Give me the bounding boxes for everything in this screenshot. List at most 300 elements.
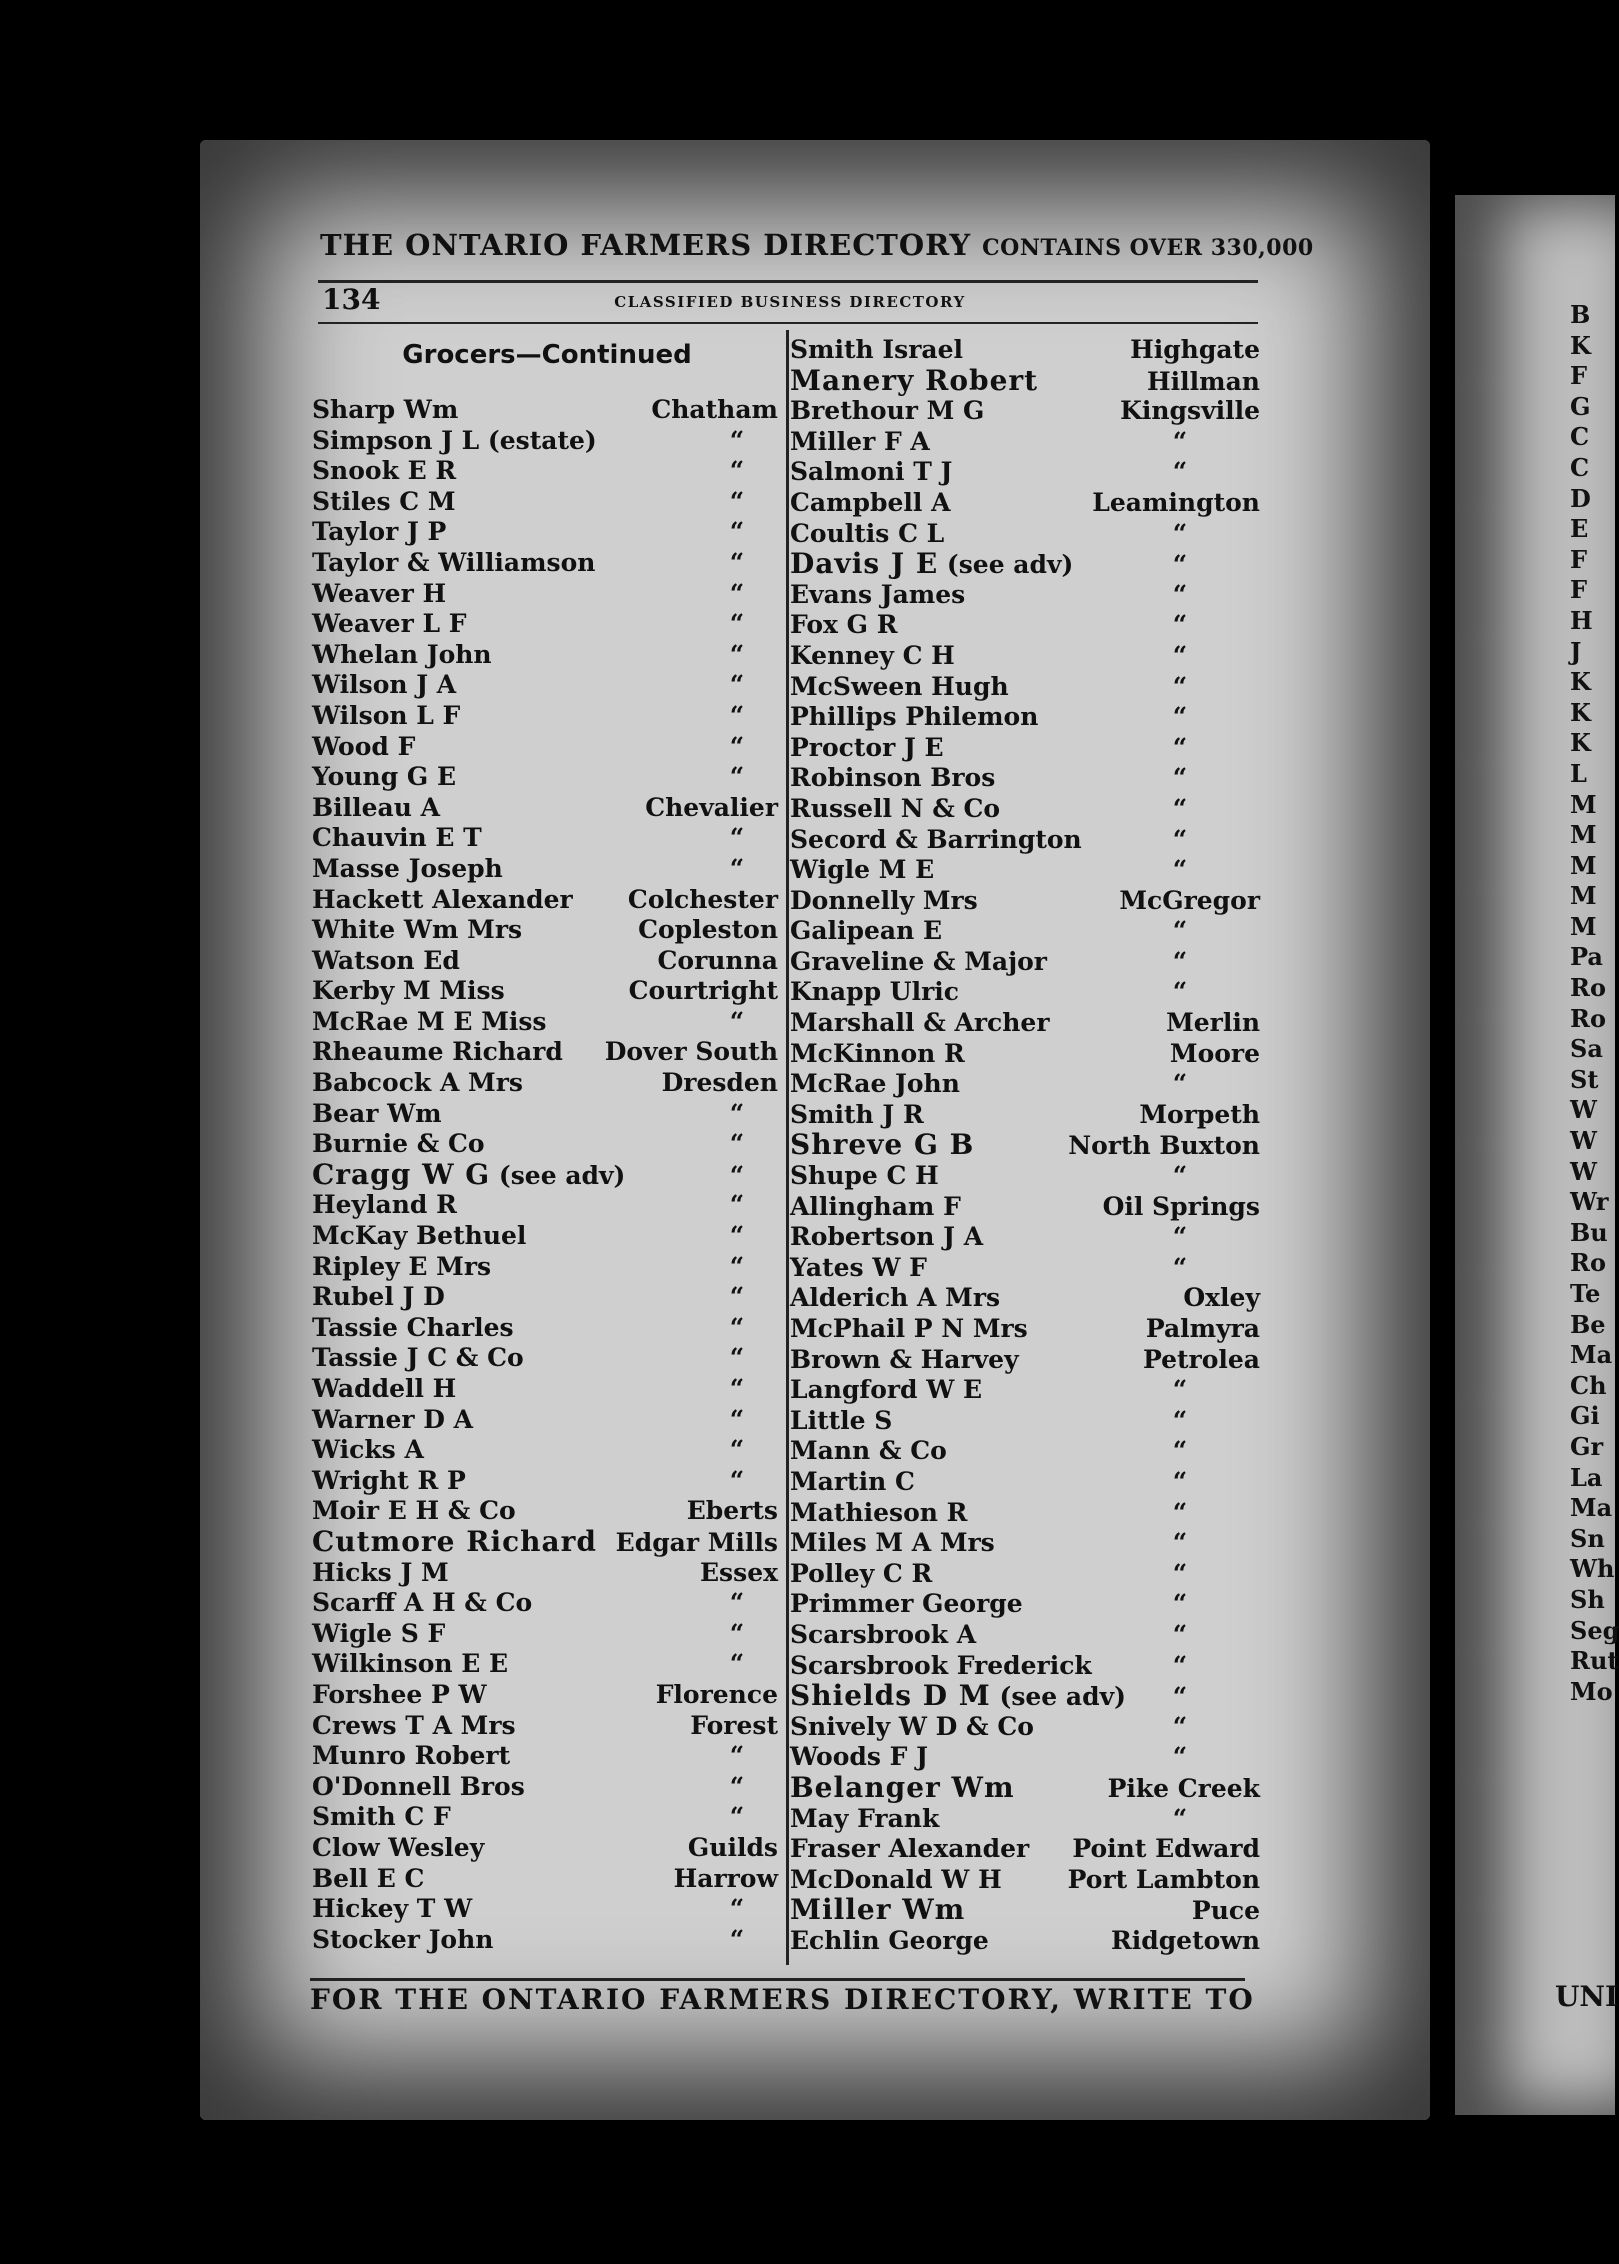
edge-letter: C: [1570, 422, 1590, 452]
entry-name-wrap: [312, 1313, 514, 1344]
directory-entry: [790, 733, 1260, 764]
entry-place: Dover South: [604, 1037, 778, 1067]
subheader-rule: [318, 322, 1258, 324]
entry-name: Secord & Barrington: [790, 824, 1082, 854]
edge-letter: Sa: [1570, 1034, 1603, 1064]
entry-name-wrap: [312, 854, 503, 885]
entry-place: Copleston: [638, 915, 778, 945]
entry-name: Stocker John: [312, 1924, 494, 1954]
edge-letter: F: [1570, 575, 1588, 605]
entry-name: Masse Joseph: [312, 853, 503, 883]
entry-place: “: [1172, 763, 1188, 793]
entry-name-wrap: [790, 396, 984, 427]
directory-entry: [790, 335, 1260, 366]
entry-place: “: [729, 609, 745, 639]
entry-name: Waddell H: [312, 1374, 457, 1403]
entry-name-wrap: [312, 579, 446, 610]
directory-entry: [790, 1834, 1260, 1865]
directory-entry: [312, 1313, 782, 1344]
entry-name: Scarsbrook A: [790, 1619, 977, 1649]
directory-entry: [312, 426, 782, 457]
entry-name-wrap: [312, 793, 440, 824]
directory-entry: [790, 794, 1260, 825]
entry-note: (see adv): [938, 550, 1074, 580]
entry-name: McKay Bethuel: [312, 1221, 527, 1251]
directory-entry: [312, 1772, 782, 1803]
entry-name-wrap: [312, 1741, 510, 1772]
entry-name-wrap: [312, 976, 505, 1007]
edge-letter: H: [1570, 605, 1593, 635]
edge-letter: Rut: [1570, 1646, 1619, 1676]
directory-entry: [790, 1620, 1260, 1651]
edge-letter: M: [1570, 911, 1597, 941]
entry-name-wrap: [312, 395, 458, 426]
entry-place: “: [1172, 671, 1188, 701]
entry-name-wrap: [312, 1068, 523, 1099]
directory-entry: [790, 1467, 1260, 1498]
edge-letter: G: [1570, 391, 1591, 421]
entry-name-wrap: [790, 825, 1082, 856]
entry-name: O'Donnell Bros: [312, 1771, 525, 1801]
entry-name: Miller F A: [790, 426, 930, 456]
entry-place: “: [729, 1618, 745, 1648]
entry-place: “: [729, 1404, 745, 1434]
edge-letter: M: [1570, 820, 1597, 850]
entry-name-wrap: [312, 1221, 526, 1252]
entry-name-wrap: [312, 1833, 484, 1864]
entry-name-wrap: [312, 915, 522, 946]
entry-name: Whelan John: [312, 639, 492, 669]
entry-name: Wilson L F: [312, 700, 461, 730]
entry-name: McDonald W H: [790, 1864, 1002, 1894]
entry-name: Wicks A: [312, 1435, 424, 1465]
edge-letter: C: [1570, 452, 1590, 482]
entry-place: “: [729, 1741, 745, 1771]
entry-place: Colchester: [627, 884, 778, 914]
directory-entry: [790, 1681, 1260, 1712]
edge-letter: Ma: [1570, 1340, 1613, 1370]
entry-name-wrap: [312, 1190, 457, 1221]
directory-entry: [790, 549, 1260, 580]
entry-name-wrap: [312, 1282, 445, 1313]
entry-name-wrap: [790, 763, 995, 794]
entry-place: “: [1172, 1650, 1188, 1680]
directory-entry: [312, 1435, 782, 1466]
entry-name: Billeau A: [312, 792, 441, 822]
entry-name-wrap: [312, 670, 456, 701]
edge-letter: L: [1570, 758, 1587, 788]
entry-place: Guilds: [687, 1832, 778, 1862]
entry-name: Simpson J L (estate): [312, 425, 597, 455]
directory-entry: [312, 1802, 782, 1833]
entry-place: “: [729, 1924, 745, 1954]
entry-place: “: [1172, 1558, 1188, 1588]
entry-name-wrap: [790, 1314, 1028, 1345]
entry-name-wrap: [790, 1834, 1029, 1865]
entry-name-wrap: [790, 1222, 983, 1253]
entry-name: Robertson J A: [790, 1222, 984, 1252]
edge-letter: Gr: [1570, 1431, 1604, 1461]
entry-name: Alderich A Mrs: [790, 1283, 1001, 1313]
entry-place: “: [729, 1802, 745, 1832]
directory-entry: [790, 1283, 1260, 1314]
directory-entry: [312, 1496, 782, 1527]
entry-name-wrap: [312, 1894, 472, 1925]
directory-entry: [312, 854, 782, 885]
entry-place: “: [1172, 640, 1188, 670]
entry-name-wrap: [312, 762, 456, 793]
entry-name: Kerby M Miss: [312, 976, 505, 1006]
entry-place: Essex: [699, 1557, 778, 1587]
entry-place: Puce: [1191, 1896, 1260, 1926]
entry-name: Wigle M E: [790, 855, 935, 885]
entry-name-wrap: [312, 732, 415, 763]
directory-entry: [790, 1222, 1260, 1253]
entry-place: Point Edward: [1072, 1834, 1260, 1864]
entry-name: Hicks J M: [312, 1557, 449, 1587]
directory-entry: [312, 548, 782, 579]
column-divider: [786, 330, 789, 1965]
entry-name-wrap: [312, 885, 573, 916]
directory-entry: [790, 1865, 1260, 1896]
entry-place: “: [729, 1251, 745, 1281]
entry-name: Miller Wm: [790, 1893, 966, 1927]
entry-place: Kingsville: [1120, 396, 1260, 426]
edge-letter: Wh: [1570, 1554, 1615, 1584]
entry-place: “: [729, 639, 745, 669]
entry-place: “: [729, 547, 745, 577]
entry-name: Wigle S F: [312, 1618, 446, 1648]
directory-entry: [312, 1157, 782, 1191]
entry-name: Galipean E: [790, 916, 943, 946]
directory-entry: [790, 1406, 1260, 1437]
entry-name-wrap: [312, 1496, 516, 1527]
entry-place: “: [729, 1221, 745, 1251]
directory-entry: [312, 701, 782, 732]
directory-entry: [790, 488, 1260, 519]
entry-place: “: [1172, 1466, 1188, 1496]
entry-name-wrap: [790, 1130, 974, 1162]
entry-name-wrap: [790, 855, 934, 886]
directory-entry: [790, 1130, 1260, 1161]
entry-place: Harrow: [673, 1863, 778, 1893]
entry-name-wrap: [312, 701, 460, 732]
entry-place: “: [1172, 1742, 1188, 1772]
entry-name: Shupe C H: [790, 1161, 939, 1191]
entry-name-wrap: [312, 1129, 485, 1160]
section-heading: Grocers—Continued: [402, 340, 692, 370]
directory-entry: [312, 1524, 782, 1558]
entry-place: “: [729, 1129, 745, 1159]
entry-place: “: [1172, 855, 1188, 885]
entry-name-wrap: [790, 1559, 932, 1590]
directory-title-suffix: CONTAINS OVER 330,000: [982, 235, 1314, 261]
entry-name: Coultis C L: [790, 518, 945, 548]
entry-name-wrap: [790, 1406, 892, 1437]
directory-entry: [790, 1100, 1260, 1131]
entry-name: Salmoni T J: [790, 457, 953, 487]
entry-name: Stiles C M: [312, 486, 456, 516]
entry-name: Evans James: [790, 579, 966, 609]
directory-entry: [312, 1711, 782, 1742]
edge-letter: W: [1570, 1156, 1597, 1186]
directory-entry: [312, 1466, 782, 1497]
entry-name-wrap: [790, 641, 955, 672]
directory-entry: [790, 855, 1260, 886]
entry-name: Graveline & Major: [790, 946, 1047, 976]
entry-place: “: [1172, 824, 1188, 854]
directory-entry: [790, 672, 1260, 703]
entry-name-wrap: [312, 1864, 424, 1895]
entry-name: Sharp Wm: [312, 395, 459, 424]
entry-name: Smith J R: [790, 1099, 924, 1129]
directory-entry: [790, 916, 1260, 947]
entry-name: McPhail P N Mrs: [790, 1314, 1028, 1343]
directory-entry: [790, 1651, 1260, 1682]
entry-name-wrap: [790, 916, 942, 947]
entry-name: Bell E C: [312, 1863, 425, 1893]
entry-place: “: [729, 700, 745, 730]
directory-entry: [790, 977, 1260, 1008]
directory-entry: [312, 793, 782, 824]
directory-entry: [790, 1589, 1260, 1620]
entry-name-wrap: [790, 1283, 1000, 1314]
edge-letter: Mo: [1570, 1676, 1613, 1706]
entry-place: “: [729, 1343, 745, 1373]
entry-name-wrap: [312, 487, 456, 518]
directory-entry: [312, 732, 782, 763]
entry-name-wrap: [790, 363, 1039, 398]
right-column: [790, 335, 1260, 1956]
entry-place: Dresden: [661, 1068, 778, 1098]
directory-entry: [312, 1343, 782, 1374]
entry-name-wrap: [790, 1742, 928, 1773]
directory-entry: [790, 1712, 1260, 1743]
entry-name-wrap: [790, 977, 959, 1008]
directory-entry: [312, 609, 782, 640]
entry-place: Petrolea: [1142, 1344, 1260, 1374]
entry-place: Merlin: [1166, 1008, 1260, 1038]
entry-place: “: [729, 1435, 745, 1465]
entry-place: Corunna: [657, 945, 778, 975]
entry-name: Phillips Philemon: [790, 702, 1039, 732]
entry-place: “: [1172, 1252, 1188, 1282]
directory-entry: [312, 517, 782, 548]
directory-entry: [312, 579, 782, 610]
entry-place: “: [1172, 1682, 1188, 1712]
entry-name-wrap: [312, 548, 595, 579]
directory-entry: [790, 1161, 1260, 1192]
edge-letter: K: [1570, 667, 1591, 697]
entry-place: “: [729, 762, 745, 792]
directory-entry: [790, 1069, 1260, 1100]
entry-name-wrap: [312, 946, 460, 977]
entry-place: “: [729, 1649, 745, 1679]
entry-name: Wood F: [312, 731, 416, 761]
edge-letter: Seg: [1570, 1615, 1619, 1645]
entry-name: Shreve G B: [790, 1128, 975, 1162]
entry-name-wrap: [312, 1588, 532, 1619]
entry-name: May Frank: [790, 1803, 940, 1833]
entry-place: “: [1172, 916, 1188, 946]
directory-entry: [312, 946, 782, 977]
entry-place: “: [1172, 1436, 1188, 1466]
entry-name: Woods F J: [790, 1742, 928, 1772]
directory-entry: [790, 1528, 1260, 1559]
directory-entry: [312, 456, 782, 487]
edge-letter: St: [1570, 1064, 1599, 1094]
entry-place: “: [729, 1190, 745, 1220]
directory-entry: [312, 1619, 782, 1650]
entry-place: “: [1172, 732, 1188, 762]
entry-name-wrap: [790, 1069, 960, 1100]
directory-entry: [790, 825, 1260, 856]
entry-name-wrap: [312, 1558, 449, 1589]
entry-name: Scarsbrook Frederick: [790, 1650, 1092, 1680]
entry-name-wrap: [312, 1435, 424, 1466]
entry-place: “: [729, 1098, 745, 1128]
edge-letter: Wr: [1570, 1187, 1609, 1217]
entry-place: “: [729, 1312, 745, 1342]
entry-name-wrap: [312, 426, 597, 457]
entry-place: “: [729, 853, 745, 883]
entry-name-wrap: [312, 1680, 487, 1711]
entry-name: Marshall & Archer: [790, 1008, 1050, 1038]
entry-place: “: [1172, 977, 1188, 1007]
directory-entry: [312, 915, 782, 946]
entry-place: “: [729, 1894, 745, 1924]
entry-name: Burnie & Co: [312, 1129, 485, 1159]
entry-name: Miles M A Mrs: [790, 1528, 995, 1558]
edge-letter: Sh: [1570, 1584, 1605, 1614]
entry-name: Tassie J C & Co: [312, 1343, 524, 1373]
directory-entry: [790, 519, 1260, 550]
entry-name-wrap: [312, 1007, 547, 1038]
directory-entry: [312, 1252, 782, 1283]
entry-place: Forest: [690, 1710, 778, 1740]
edge-letter: W: [1570, 1095, 1597, 1125]
edge-letter: D: [1570, 483, 1591, 513]
entry-place: “: [1172, 1375, 1188, 1405]
edge-letter: Gi: [1570, 1401, 1600, 1431]
entry-name: Moir E H & Co: [312, 1496, 516, 1526]
entry-name: Proctor J E: [790, 732, 944, 762]
entry-place: “: [1172, 1619, 1188, 1649]
adjacent-page-letters: [1570, 300, 1619, 1707]
entry-place: “: [1172, 579, 1188, 609]
entry-name-wrap: [790, 947, 1047, 978]
directory-entry: [312, 1374, 782, 1405]
entry-name-wrap: [790, 1498, 967, 1529]
entry-name-wrap: [790, 549, 1073, 581]
entry-place: “: [1172, 1069, 1188, 1099]
entry-place: “: [729, 731, 745, 761]
entry-name-wrap: [790, 335, 963, 366]
directory-entry: [790, 457, 1260, 488]
edge-letter: Te: [1570, 1279, 1601, 1308]
edge-letter: M: [1570, 850, 1597, 880]
entry-place: North Buxton: [1068, 1131, 1260, 1161]
entry-name-wrap: [790, 1712, 1034, 1743]
entry-name-wrap: [790, 886, 978, 917]
entry-name-wrap: [790, 1100, 924, 1131]
entry-name: Warner D A: [312, 1404, 474, 1434]
entry-name: Bear Wm: [312, 1098, 442, 1128]
entry-place: “: [1172, 946, 1188, 976]
entry-place: “: [729, 1282, 745, 1312]
entry-name-wrap: [790, 1926, 989, 1957]
entry-name-wrap: [312, 1619, 445, 1650]
entry-name-wrap: [790, 733, 944, 764]
entry-name-wrap: [790, 1161, 939, 1192]
entry-name: Weaver L F: [312, 609, 467, 639]
directory-entry: [790, 1192, 1260, 1223]
edge-letter: J: [1570, 636, 1582, 666]
directory-entry: [790, 641, 1260, 672]
directory-entry: [312, 1099, 782, 1130]
entry-name-wrap: [312, 1711, 516, 1742]
entry-name-wrap: [790, 1253, 927, 1284]
entry-name-wrap: [312, 1466, 466, 1497]
section-subtitle: CLASSIFIED BUSINESS DIRECTORY: [614, 293, 966, 311]
directory-entry: [312, 1741, 782, 1772]
entry-name: Knapp Ulric: [790, 977, 959, 1007]
directory-entry: [312, 885, 782, 916]
edge-letter: K: [1570, 728, 1591, 758]
entry-name: Babcock A Mrs: [312, 1068, 523, 1098]
entry-place: “: [1172, 610, 1188, 640]
entry-place: “: [729, 1771, 745, 1801]
entry-place: Florence: [655, 1679, 778, 1709]
entry-name-wrap: [312, 1037, 563, 1068]
directory-entry: [312, 1190, 782, 1221]
entry-name-wrap: [790, 580, 965, 611]
entry-name: Belanger Wm: [790, 1770, 1015, 1804]
entry-name: Wilson J A: [312, 670, 457, 700]
entry-name-wrap: [790, 1651, 1092, 1682]
entry-name-wrap: [790, 1770, 1015, 1805]
entry-place: “: [729, 425, 745, 455]
edge-letter: Bu: [1570, 1217, 1608, 1247]
entry-name: Fraser Alexander: [790, 1834, 1030, 1864]
entry-name: Robinson Bros: [790, 763, 996, 793]
edge-letter: K: [1570, 330, 1591, 360]
edge-letter: Ch: [1570, 1370, 1607, 1400]
entry-name: Cragg W G: [312, 1157, 491, 1191]
directory-entry: [312, 1068, 782, 1099]
entry-place: McGregor: [1119, 885, 1260, 915]
directory-entry: [790, 1742, 1260, 1773]
entry-name-wrap: [312, 1374, 456, 1405]
directory-entry: [312, 1588, 782, 1619]
entry-place: Moore: [1169, 1038, 1260, 1068]
entry-name: Taylor J P: [312, 517, 447, 547]
entry-place: “: [1172, 457, 1188, 487]
edge-letter: K: [1570, 697, 1591, 727]
entry-place: Port Lambton: [1067, 1864, 1260, 1894]
directory-entry: [312, 1833, 782, 1864]
entry-place: Chevalier: [645, 792, 778, 822]
entry-name: Echlin George: [790, 1925, 989, 1955]
entry-name-wrap: [790, 519, 944, 550]
entry-name-wrap: [312, 1802, 451, 1833]
entry-name: Cutmore Richard: [312, 1524, 597, 1558]
left-column: [312, 335, 782, 1955]
entry-name-wrap: [312, 456, 456, 487]
entry-name: Weaver H: [312, 578, 447, 608]
entry-name: Ripley E Mrs: [312, 1251, 492, 1281]
entry-name-wrap: [790, 1467, 915, 1498]
